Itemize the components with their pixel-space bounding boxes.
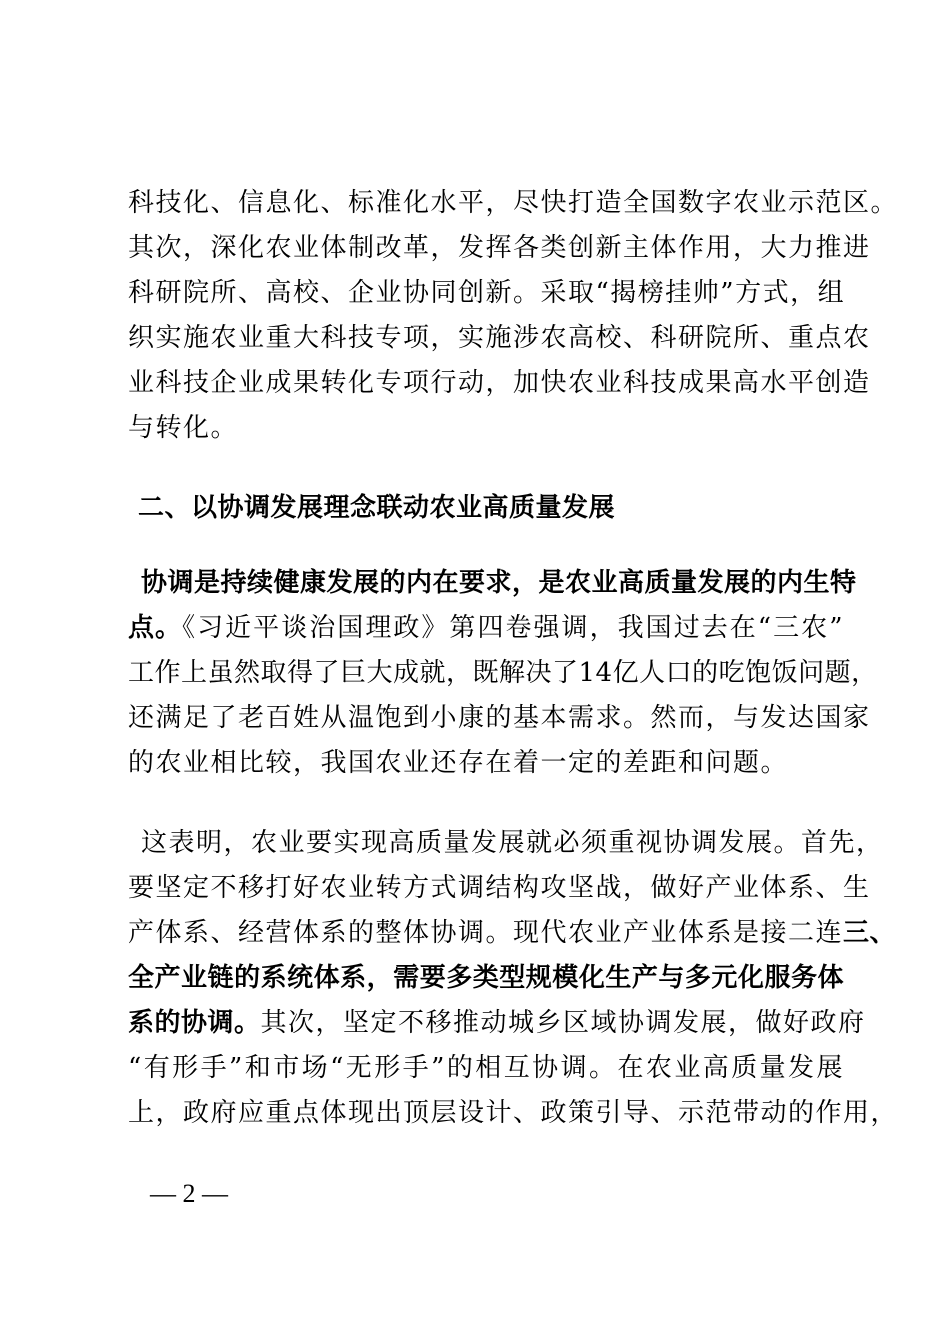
page-number: — 2 — <box>150 1179 228 1208</box>
paragraph-1-line-4: 织实施农业重大科技专项，实施涉农高校、科研院所、重点农 <box>128 323 871 353</box>
paragraph-3-line-4: 全产业链的系统体系，需要多类型规模化生产与多元化服务体 <box>128 963 844 993</box>
paragraph-2-line-2-bold: 点。 <box>128 613 183 643</box>
paragraph-3-line-5-bold: 系的协调。 <box>128 1008 261 1038</box>
paragraph-2-line-3: 工作上虽然取得了巨大成就，既解决了14亿人口的吃饱饭问题， <box>128 658 878 688</box>
paragraph-2-line-2 <box>128 608 844 648</box>
paragraph-3-line-1: 这表明，农业要实现高质量发展就必须重视协调发展。首先， <box>141 828 884 858</box>
paragraph-3-line-3-normal: 产体系、经营体系的整体协调。现代农业产业体系是接二连 <box>128 918 844 948</box>
paragraph-2-line-2-rest: 《习近平谈治国理政》第四卷强调，我国过去在“三农” <box>182 613 844 643</box>
paragraph-2-line-4: 还满足了老百姓从温饱到小康的基本需求。然而，与发达国家 <box>128 703 871 733</box>
paragraph-1-line-3: 科研院所、高校、企业协同创新。采取“揭榜挂帅”方式，组 <box>128 278 846 308</box>
paragraph-1-line-6: 与转化。 <box>128 413 239 443</box>
paragraph-2-line-1: 协调是持续健康发展的内在要求，是农业高质量发展的内生特 <box>141 568 857 598</box>
paragraph-3-line-3 <box>128 913 897 953</box>
paragraph-3-line-2: 要坚定不移打好农业转方式调结构攻坚战，做好产业体系、生 <box>128 873 871 903</box>
paragraph-1-line-2: 其次，深化农业体制改革，发挥各类创新主体作用，大力推进 <box>128 233 871 263</box>
paragraph-2-line-5: 的农业相比较，我国农业还存在着一定的差距和问题。 <box>128 748 789 778</box>
paragraph-1-line-5: 业科技企业成果转化专项行动，加快农业科技成果高水平创造 <box>128 368 871 398</box>
paragraph-3-line-7: 上，政府应重点体现出顶层设计、政策引导、示范带动的作用， <box>128 1098 899 1128</box>
paragraph-1-line-1: 科技化、信息化、标准化水平，尽快打造全国数字农业示范区。 <box>128 188 899 218</box>
paragraph-3-line-5 <box>128 1003 866 1043</box>
section-heading: 二、以协调发展理念联动农业高质量发展 <box>138 493 616 523</box>
paragraph-3-line-3-bold: 三、 <box>843 918 897 948</box>
paragraph-3-line-5-rest: 其次，坚定不移推动城乡区域协调发展，做好政府 <box>260 1008 866 1038</box>
paragraph-3-line-6: “有形手”和市场“无形手”的相互协调。在农业高质量发展 <box>128 1053 844 1083</box>
